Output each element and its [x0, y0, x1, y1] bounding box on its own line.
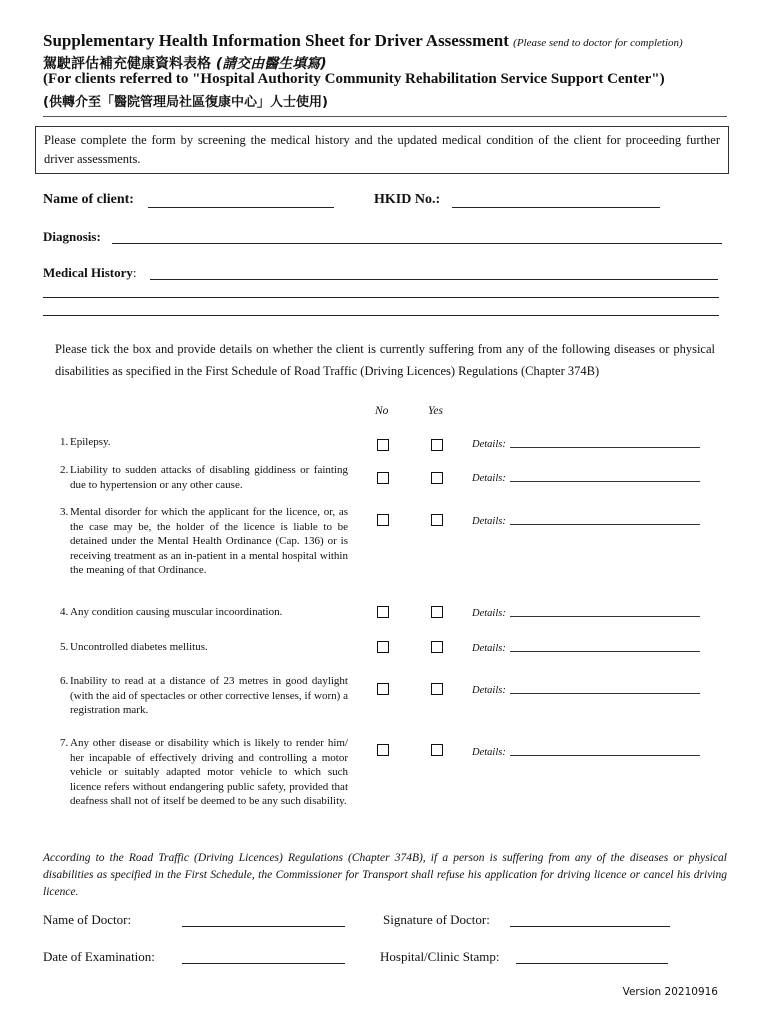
- condition-number: 3.: [60, 506, 69, 518]
- condition-text: Liability to sudden attacks of disabling giddiness or fainting due to hypertension or any other cause.: [70, 464, 348, 491]
- doctor-name-field[interactable]: [182, 926, 345, 927]
- version-label: Version 20210916: [622, 986, 718, 998]
- signature-field[interactable]: [510, 926, 670, 927]
- hkid-field[interactable]: [452, 207, 660, 208]
- details-label: Details:: [472, 608, 506, 619]
- details-field[interactable]: [472, 747, 706, 758]
- details-line[interactable]: [510, 693, 700, 694]
- details-field[interactable]: [472, 516, 706, 527]
- condition-text: Any condition causing muscular incoordination.: [70, 606, 283, 618]
- form-title-chinese-text: 駕駛評估補充健康資料表格: [43, 56, 211, 72]
- details-field[interactable]: [472, 439, 706, 450]
- condition-number: 5.: [60, 641, 69, 653]
- yes-checkbox[interactable]: [431, 641, 443, 653]
- condition-item: [60, 463, 348, 492]
- condition-number: 2.: [60, 464, 69, 476]
- no-checkbox[interactable]: [377, 744, 389, 756]
- form-title-chinese: [43, 53, 327, 73]
- no-checkbox[interactable]: [377, 606, 389, 618]
- condition-text: Uncontrolled diabetes mellitus.: [70, 641, 208, 653]
- condition-text: Any other disease or disability which is likely to render him/ her incapable of effectively driving and controlling a motor vehicle or suitably adapted motor vehicle to which such licence refers without endangering public safety, provided that deafness shall not of itself be deemed to be any such disability.: [70, 737, 348, 808]
- no-checkbox[interactable]: [377, 439, 389, 451]
- column-no: No: [375, 405, 389, 417]
- signature-label: Signature of Doctor:: [383, 912, 490, 927]
- condition-item: [60, 605, 348, 620]
- condition-number: 6.: [60, 675, 69, 687]
- details-field[interactable]: [472, 643, 706, 654]
- no-checkbox[interactable]: [377, 472, 389, 484]
- diagnosis-label: Diagnosis:: [43, 229, 101, 244]
- medical-history-line-2[interactable]: [43, 297, 719, 298]
- diagnosis-field[interactable]: [112, 243, 722, 244]
- details-field[interactable]: [472, 608, 706, 619]
- details-line[interactable]: [510, 755, 700, 756]
- medical-history-label: Medical History:: [43, 265, 137, 280]
- details-label: Details:: [472, 473, 506, 484]
- yes-checkbox[interactable]: [431, 472, 443, 484]
- exam-date-label: Date of Examination:: [43, 949, 155, 964]
- details-label: Details:: [472, 643, 506, 654]
- referral-chinese: (供轉介至「醫院管理局社區復康中心」人士使用): [43, 95, 328, 110]
- details-line[interactable]: [510, 481, 700, 482]
- yes-checkbox[interactable]: [431, 514, 443, 526]
- yes-checkbox[interactable]: [431, 744, 443, 756]
- clinic-stamp-label: Hospital/Clinic Stamp:: [380, 949, 500, 964]
- intro-box: Please complete the form by screening the medical history and the updated medical condition of the client for proceeding further driver assessments.: [35, 126, 729, 174]
- referral-english: (For clients referred to "Hospital Authority Community Rehabilitation Service Support Center"): [43, 71, 665, 87]
- regulation-note: According to the Road Traffic (Driving Licences) Regulations (Chapter 374B), if a person is suffering from any of the diseases or physical disabilities as specified in the First Schedule, the Commissioner for Transport shall refuse his application for driving licence or cancel his driving licence.: [43, 852, 727, 898]
- details-label: Details:: [472, 685, 506, 696]
- condition-text: Inability to read at a distance of 23 metres in good daylight (with the aid of spectacles or other corrective lenses, if worn) a registration mark.: [70, 675, 348, 717]
- condition-item: [60, 674, 348, 718]
- form-title-text: Supplementary Health Information Sheet for Driver Assessment: [43, 31, 509, 50]
- form-title: [43, 31, 683, 51]
- clinic-stamp-field[interactable]: [516, 963, 668, 964]
- form-title-note: (Please send to doctor for completion): [513, 37, 683, 49]
- exam-date-field[interactable]: [182, 963, 345, 964]
- client-name-field[interactable]: [148, 207, 334, 208]
- medical-history-line-3[interactable]: [43, 315, 719, 316]
- condition-item: [60, 505, 348, 578]
- column-yes: Yes: [428, 405, 443, 417]
- details-line[interactable]: [510, 447, 700, 448]
- no-checkbox[interactable]: [377, 641, 389, 653]
- details-line[interactable]: [510, 524, 700, 525]
- medical-history-label-text: Medical History: [43, 265, 133, 280]
- hkid-label: HKID No.:: [374, 192, 441, 207]
- details-line[interactable]: [510, 616, 700, 617]
- header-divider: [43, 116, 727, 117]
- details-line[interactable]: [510, 651, 700, 652]
- details-field[interactable]: [472, 685, 706, 696]
- condition-item: [60, 435, 348, 450]
- condition-text: Mental disorder for which the applicant for the licence, or, as the case may be, the holder of the licence is liable to be detained under the Mental Health Ordinance (Cap. 136) or is receiving treatment as an in-patient in a mental hospital within the meaning of that Ordinance.: [70, 506, 348, 577]
- condition-number: 4.: [60, 606, 69, 618]
- condition-number: 7.: [60, 737, 69, 749]
- form-title-chinese-note: (請交由醫生填寫): [215, 56, 327, 72]
- details-label: Details:: [472, 516, 506, 527]
- no-checkbox[interactable]: [377, 514, 389, 526]
- details-label: Details:: [472, 439, 506, 450]
- details-field[interactable]: [472, 473, 706, 484]
- condition-number: 1.: [60, 436, 69, 448]
- no-checkbox[interactable]: [377, 683, 389, 695]
- yes-checkbox[interactable]: [431, 439, 443, 451]
- yes-checkbox[interactable]: [431, 606, 443, 618]
- yes-checkbox[interactable]: [431, 683, 443, 695]
- details-label: Details:: [472, 747, 506, 758]
- instruction-text: Please tick the box and provide details on whether the client is currently suffering from any of the following diseases or physical disabilities as specified in the First Schedule of Road Traffic (Driving Licences) Regulations (Chapter 374B): [55, 342, 715, 378]
- medical-history-line-1[interactable]: [150, 279, 718, 280]
- doctor-name-label: Name of Doctor:: [43, 912, 132, 927]
- condition-text: Epilepsy.: [70, 436, 111, 448]
- client-name-label: Name of client:: [43, 192, 134, 207]
- condition-item: [60, 640, 348, 655]
- condition-item: [60, 736, 348, 809]
